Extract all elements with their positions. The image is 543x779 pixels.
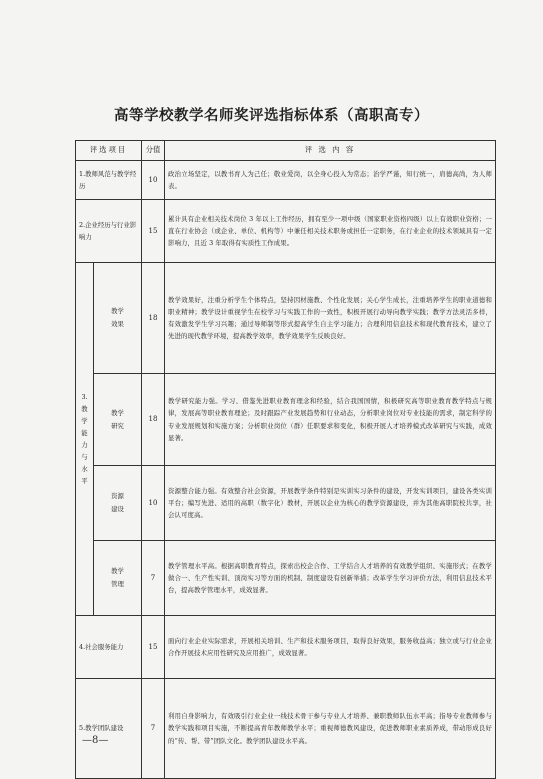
content-cell: 教学研究能力强。学习、借鉴先进职业教育理念和经验，结合我国国情，积极研究高等职业教育教学特点与规律，发展高等职业教育理论；及时跟踪产业发展趋势和行业动态，分析职业岗位对专业技能的需求，制定科学的专业发展规划和实施方案；分析职业岗位（群）任职要求和变化，积极开展人才培养模式改革研究与实践，成效显著。: [165, 374, 496, 466]
table-row: [76, 541, 496, 616]
table-row: [76, 374, 496, 466]
score-cell: 7: [142, 541, 165, 616]
score-cell: 7: [142, 679, 165, 779]
content-cell: 面向行业企业实际需求，开展相关培训、生产和技术服务项目，取得良好效果，服务收益高；独立或与行业企业合作开展技术应用性研究及应用推广，成效显著。: [165, 616, 496, 679]
score-cell: 10: [142, 466, 165, 541]
content-cell: 累计具有企业相关技术岗位 3 年以上工作经历，拥有至少一项中级（国家职业资格四级）以上有效职业资格；一直在行业协会（或企业、单位、机构等）中兼任相关技术职务或担任一定职务，在行业企业的技术领域具有一定影响力，且近 3 年取得有实质性工作成果。: [165, 200, 496, 263]
subitem-label: 教学管理: [111, 567, 124, 588]
table-row: [76, 161, 496, 200]
subitem-label: 教学效果: [111, 307, 124, 328]
score-cell: 15: [142, 616, 165, 679]
subitem-label: 教学研究: [111, 408, 124, 430]
table-row: [76, 263, 496, 374]
score-cell: 15: [142, 200, 165, 263]
category-label: 3.教学能力与水平: [81, 392, 88, 485]
table-row: [76, 679, 496, 779]
page-number: —8—: [82, 735, 109, 746]
score-cell: 18: [142, 374, 165, 466]
subitem-label: 资源建设: [111, 492, 124, 513]
criteria-table: [75, 140, 496, 779]
category-cell: [76, 263, 94, 616]
subitem-cell: [94, 541, 142, 616]
header-score: 分值: [142, 141, 165, 161]
page-title: 高等学校教学名师奖评选指标体系（高职高专）: [114, 107, 429, 124]
subitem-cell: [94, 263, 142, 374]
item-cell: 4.社会服务能力: [76, 616, 142, 679]
item-cell: 5.教学团队建设: [76, 679, 142, 779]
header-item: 评选项目: [76, 141, 142, 161]
table-header-row: [76, 141, 496, 161]
table-row: [76, 616, 496, 679]
score-cell: 10: [142, 161, 165, 200]
table-row: [76, 466, 496, 541]
content-cell: 教学效果好，注重分析学生个体特点，坚持因材施教、个性化发展；关心学生成长，注重培养学生的职业道德和职业精神；教学设计重视学生在校学习与实践工作的一致性，积极开展行动导向教学实践；教学方法灵活多样，有效激发学生学习兴趣；通过导师制等形式提高学生自主学习能力；合理利用信息技术和现代教育技术，建立了先进的现代教学环境，提高教学效率，教学效果学生反映良好。: [165, 263, 496, 374]
content-cell: 教学管理水平高。根据高职教育特点，探索出校企合作、工学结合人才培养的有效教学组织、实施形式；在教学做合一、生产性实训、顶岗实习等方面的机制、制度建设有创新举措；改革学生学习评价方法，利用信息技术平台，提高教学管理水平，成效显著。: [165, 541, 496, 616]
subitem-cell: [94, 374, 142, 466]
content-cell: 资源整合能力强。有效整合社会资源，开展教学条件特别是实训实习条件的建设，开发实训项目，建设各类实训平台；编写先进、适用的高职（数字化）教材，开展以企业为核心的教学资源建设，并为其他高职院校共享，社会认可度高。: [165, 466, 496, 541]
subitem-cell: [94, 466, 142, 541]
table-row: [76, 200, 496, 263]
item-cell: 1.教师风范与教学经历: [76, 161, 142, 200]
item-cell: 2.企业经历与行业影响力: [76, 200, 142, 263]
content-cell: 利用自身影响力，有效吸引行业企业一线技术骨干参与专业人才培养、兼职教师队伍水平高；指导专业教师参与教学实践和项目实施，不断提高青年教师教学水平；重视师德教风建设，促进教师职业素质养成，带动形成良好的“传、帮、带”团队文化。教学团队建设水平高。: [165, 679, 496, 779]
content-cell: 政治立场坚定，以教书育人为己任；敬业爱岗，以全身心投入为常态；治学严谨，知行统一，肩德高尚，为人师表。: [165, 161, 496, 200]
score-cell: 18: [142, 263, 165, 374]
header-content: 评 选 内 容: [165, 141, 496, 161]
